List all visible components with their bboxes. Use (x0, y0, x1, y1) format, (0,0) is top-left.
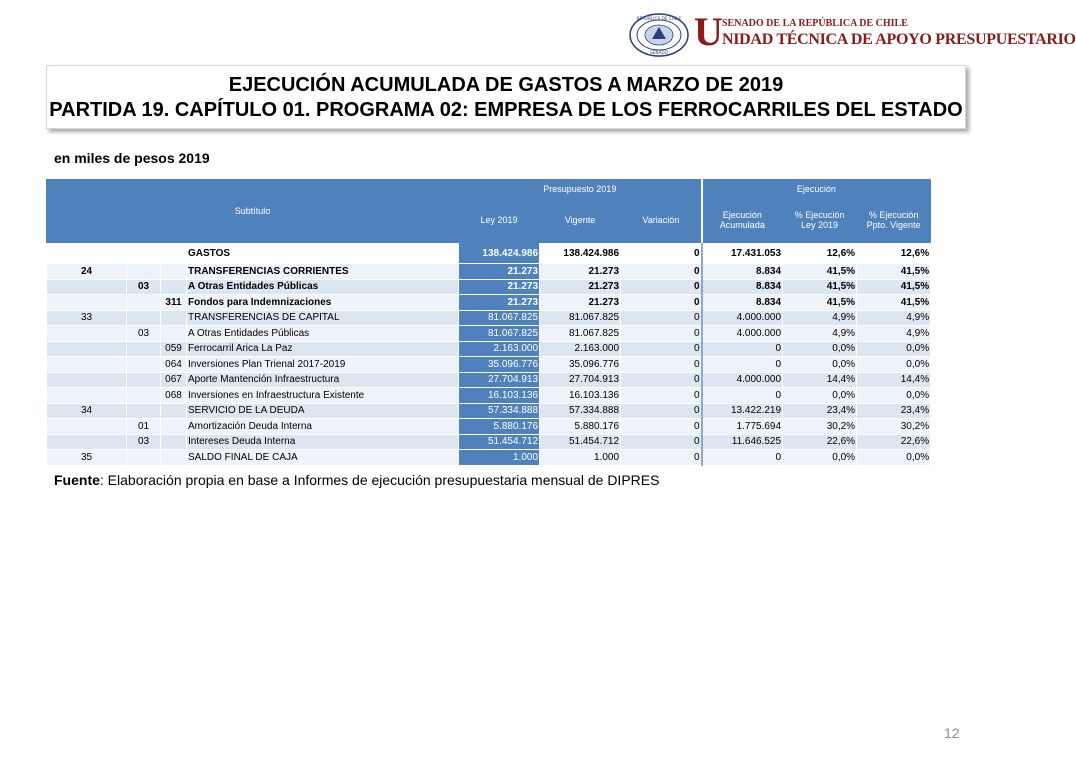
cell-pct-vigente: 4,9% (857, 326, 931, 342)
header-pct-vigente: % Ejecución Ppto. Vigente (857, 198, 931, 243)
cell-variacion: 0 (621, 243, 702, 264)
units-label: en miles de pesos 2019 (54, 150, 210, 166)
cell-asignacion: 068 (161, 388, 187, 404)
cell-ejecucion-acumulada: 17.431.053 (702, 243, 783, 264)
header-pct-ley: % Ejecución Ley 2019 (783, 198, 857, 243)
cell-ley: 35.096.776 (459, 357, 540, 373)
title-line-1: EJECUCIÓN ACUMULADA DE GASTOS A MARZO DE 2019 (228, 74, 784, 96)
table-row (47, 419, 931, 435)
cell-ley: 51.454.712 (459, 434, 540, 450)
cell-denominacion: TRANSFERENCIAS DE CAPITAL (187, 310, 459, 326)
header-ejecucion-acumulada: Ejecución Acumulada (702, 198, 783, 243)
source-note (54, 472, 659, 488)
cell-asignacion: 064 (161, 357, 187, 373)
cell-pct-ley: 4,9% (783, 326, 857, 342)
table-row (47, 326, 931, 342)
source-text: : Elaboración propia en base a Informes de ejecución presupuestaria mensual de DIPRES (99, 472, 660, 488)
title-box (46, 65, 966, 129)
cell-item (127, 450, 161, 466)
cell-pct-vigente: 0,0% (857, 388, 931, 404)
cell-pct-ley: 23,4% (783, 403, 857, 419)
cell-item (127, 403, 161, 419)
cell-denominacion: SALDO FINAL DE CAJA (187, 450, 459, 466)
cell-vigente: 27.704.913 (540, 372, 621, 388)
cell-pct-ley: 41,5% (783, 295, 857, 311)
cell-vigente: 21.273 (540, 279, 621, 295)
cell-subtitulo: 35 (47, 450, 127, 466)
cell-subtitulo (47, 243, 127, 264)
table-row (47, 341, 931, 357)
cell-vigente: 57.334.888 (540, 403, 621, 419)
cell-asignacion: 067 (161, 372, 187, 388)
cell-item: 03 (127, 326, 161, 342)
table-row (47, 434, 931, 450)
brand-line-unit: NIDAD TÉCNICA DE APOYO PRESUPUESTARIO (722, 31, 1076, 48)
header-variacion: Variación (621, 198, 702, 243)
header-ley: Ley 2019 (459, 198, 540, 243)
cell-vigente: 1.000 (540, 450, 621, 466)
cell-denominacion: SERVICIO DE LA DEUDA (187, 403, 459, 419)
cell-ley: 1.000 (459, 450, 540, 466)
cell-variacion: 0 (621, 295, 702, 311)
brand-line-senate: SENADO DE LA REPÚBLICA DE CHILE (722, 18, 908, 29)
cell-subtitulo (47, 434, 127, 450)
cell-pct-vigente: 23,4% (857, 403, 931, 419)
cell-ejecucion-acumulada: 8.834 (702, 279, 783, 295)
cell-ejecucion-acumulada: 0 (702, 388, 783, 404)
cell-ley: 138.424.986 (459, 243, 540, 264)
table-row (47, 310, 931, 326)
cell-denominacion: Amortización Deuda Interna (187, 419, 459, 435)
cell-denominacion: Fondos para Indemnizaciones (187, 295, 459, 311)
header-presupuesto: Presupuesto 2019 (459, 180, 702, 198)
cell-pct-vigente: 0,0% (857, 357, 931, 373)
cell-ley: 27.704.913 (459, 372, 540, 388)
cell-vigente: 2.163.000 (540, 341, 621, 357)
cell-denominacion: Ferrocarril Arica La Paz (187, 341, 459, 357)
cell-asignacion (161, 403, 187, 419)
cell-variacion: 0 (621, 341, 702, 357)
table-row (47, 243, 931, 264)
cell-item (127, 388, 161, 404)
table-row (47, 450, 931, 466)
header-ejecucion: Ejecución (702, 180, 931, 198)
budget-execution-table (46, 179, 931, 466)
cell-ejecucion-acumulada: 4.000.000 (702, 326, 783, 342)
cell-vigente: 21.273 (540, 295, 621, 311)
cell-ejecucion-acumulada: 0 (702, 341, 783, 357)
source-label: Fuente (54, 472, 100, 488)
cell-item (127, 357, 161, 373)
seal-text-bottom: SENADO (650, 50, 668, 55)
cell-subtitulo: 24 (47, 264, 127, 280)
cell-ley: 21.273 (459, 295, 540, 311)
cell-item: 03 (127, 279, 161, 295)
cell-ley: 57.334.888 (459, 403, 540, 419)
cell-denominacion: Intereses Deuda Interna (187, 434, 459, 450)
cell-variacion: 0 (621, 403, 702, 419)
table-row (47, 264, 931, 280)
cell-vigente: 81.067.825 (540, 326, 621, 342)
cell-asignacion (161, 419, 187, 435)
cell-subtitulo (47, 372, 127, 388)
cell-variacion: 0 (621, 264, 702, 280)
table-row (47, 295, 931, 311)
cell-vigente: 21.273 (540, 264, 621, 280)
cell-asignacion: 059 (161, 341, 187, 357)
cell-subtitulo (47, 388, 127, 404)
cell-subtitulo: 33 (47, 310, 127, 326)
cell-ley: 21.273 (459, 279, 540, 295)
cell-ejecucion-acumulada: 0 (702, 450, 783, 466)
cell-pct-ley: 41,5% (783, 264, 857, 280)
cell-vigente: 51.454.712 (540, 434, 621, 450)
cell-pct-ley: 41,5% (783, 279, 857, 295)
cell-pct-vigente: 41,5% (857, 295, 931, 311)
cell-subtitulo (47, 357, 127, 373)
cell-item: 01 (127, 419, 161, 435)
cell-denominacion: Inversiones en Infraestructura Existente (187, 388, 459, 404)
cell-denominacion: Aporte Mantención Infraestructura (187, 372, 459, 388)
cell-variacion: 0 (621, 310, 702, 326)
cell-variacion: 0 (621, 357, 702, 373)
cell-denominacion: A Otras Entidades Públicas (187, 326, 459, 342)
cell-subtitulo (47, 326, 127, 342)
cell-pct-ley: 0,0% (783, 341, 857, 357)
cell-asignacion (161, 450, 187, 466)
table-row (47, 357, 931, 373)
cell-denominacion: TRANSFERENCIAS CORRIENTES (187, 264, 459, 280)
cell-item (127, 310, 161, 326)
cell-item: 03 (127, 434, 161, 450)
cell-item (127, 243, 161, 264)
cell-subtitulo (47, 279, 127, 295)
cell-asignacion (161, 434, 187, 450)
cell-variacion: 0 (621, 419, 702, 435)
cell-ejecucion-acumulada: 8.834 (702, 295, 783, 311)
cell-pct-vigente: 22,6% (857, 434, 931, 450)
cell-pct-ley: 12,6% (783, 243, 857, 264)
title-line-2: PARTIDA 19. CAPÍTULO 01. PROGRAMA 02: EMPRESA DE LOS FERROCARRILES DEL ESTADO (49, 99, 963, 121)
cell-ley: 16.103.136 (459, 388, 540, 404)
table-row (47, 372, 931, 388)
cell-item (127, 264, 161, 280)
cell-pct-ley: 30,2% (783, 419, 857, 435)
cell-vigente: 5.880.176 (540, 419, 621, 435)
cell-pct-ley: 22,6% (783, 434, 857, 450)
cell-pct-ley: 0,0% (783, 450, 857, 466)
brand-initial: U (694, 9, 723, 54)
cell-subtitulo (47, 419, 127, 435)
cell-pct-vigente: 4,9% (857, 310, 931, 326)
cell-asignacion (161, 243, 187, 264)
cell-variacion: 0 (621, 372, 702, 388)
cell-vigente: 81.067.825 (540, 310, 621, 326)
page-number: 12 (944, 725, 960, 741)
cell-item (127, 295, 161, 311)
cell-ejecucion-acumulada: 1.775.694 (702, 419, 783, 435)
cell-ejecucion-acumulada: 13.422.219 (702, 403, 783, 419)
cell-ley: 2.163.000 (459, 341, 540, 357)
table-row (47, 279, 931, 295)
cell-pct-vigente: 41,5% (857, 264, 931, 280)
cell-pct-vigente: 0,0% (857, 450, 931, 466)
cell-ley: 21.273 (459, 264, 540, 280)
seal-text-top: REPÚBLICA DE CHILE (636, 16, 682, 21)
cell-variacion: 0 (621, 434, 702, 450)
cell-denominacion: A Otras Entidades Públicas (187, 279, 459, 295)
cell-ejecucion-acumulada: 4.000.000 (702, 372, 783, 388)
cell-vigente: 35.096.776 (540, 357, 621, 373)
cell-pct-vigente: 0,0% (857, 341, 931, 357)
cell-subtitulo (47, 341, 127, 357)
cell-pct-ley: 0,0% (783, 357, 857, 373)
cell-ley: 81.067.825 (459, 326, 540, 342)
cell-ejecucion-acumulada: 8.834 (702, 264, 783, 280)
cell-asignacion (161, 264, 187, 280)
header-vigente: Vigente (540, 198, 621, 243)
cell-pct-ley: 14,4% (783, 372, 857, 388)
cell-ejecucion-acumulada: 0 (702, 357, 783, 373)
cell-asignacion (161, 279, 187, 295)
cell-pct-vigente: 12,6% (857, 243, 931, 264)
cell-subtitulo: 34 (47, 403, 127, 419)
cell-item (127, 341, 161, 357)
cell-ejecucion-acumulada: 4.000.000 (702, 310, 783, 326)
cell-denominacion: GASTOS (187, 243, 459, 264)
table-row (47, 388, 931, 404)
cell-vigente: 16.103.136 (540, 388, 621, 404)
table-row (47, 403, 931, 419)
cell-variacion: 0 (621, 388, 702, 404)
cell-asignacion: 311 (161, 295, 187, 311)
cell-ejecucion-acumulada: 11.646.525 (702, 434, 783, 450)
cell-ley: 81.067.825 (459, 310, 540, 326)
cell-variacion: 0 (621, 326, 702, 342)
senate-seal-logo (628, 12, 690, 58)
cell-pct-ley: 0,0% (783, 388, 857, 404)
header-subtitulo: Subtítulo (47, 180, 459, 243)
cell-denominacion: Inversiones Plan Trienal 2017-2019 (187, 357, 459, 373)
cell-pct-vigente: 41,5% (857, 279, 931, 295)
cell-pct-ley: 4,9% (783, 310, 857, 326)
cell-item (127, 372, 161, 388)
cell-pct-vigente: 30,2% (857, 419, 931, 435)
cell-vigente: 138.424.986 (540, 243, 621, 264)
cell-variacion: 0 (621, 279, 702, 295)
cell-asignacion (161, 326, 187, 342)
cell-subtitulo (47, 295, 127, 311)
cell-asignacion (161, 310, 187, 326)
cell-variacion: 0 (621, 450, 702, 466)
cell-pct-vigente: 14,4% (857, 372, 931, 388)
cell-ley: 5.880.176 (459, 419, 540, 435)
